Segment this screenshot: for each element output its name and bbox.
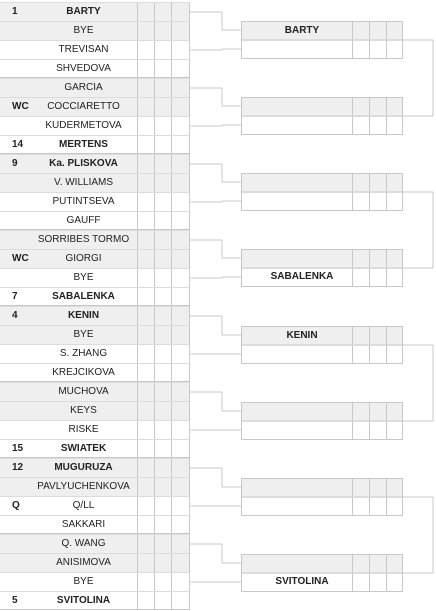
player-name: MERTENS	[59, 139, 108, 150]
player-name: BYE	[73, 329, 94, 340]
player-name: SWIATEK	[60, 443, 107, 454]
player-seed: Q	[12, 500, 20, 511]
second-round-player-name: SABALENKA	[270, 271, 334, 282]
player-name: SVITOLINA	[56, 595, 111, 606]
player-name: RISKE	[68, 424, 99, 435]
player-name: GAUFF	[66, 215, 101, 226]
player-name: ANISIMOVA	[56, 557, 111, 568]
player-name: PAVLYUCHENKOVA	[37, 481, 130, 492]
player-name: V. WILLIAMS	[53, 177, 114, 188]
player-name: BYE	[73, 25, 94, 36]
player-name: COCCIARETTO	[47, 101, 120, 112]
second-round-player-name: SVITOLINA	[275, 576, 329, 587]
player-name: KEYS	[70, 405, 97, 416]
player-name: BYE	[73, 576, 94, 587]
player-name: S. ZHANG	[59, 348, 108, 359]
player-seed: 12	[12, 462, 24, 473]
player-seed: 15	[12, 443, 24, 454]
player-name: KUDERMETOVA	[45, 120, 122, 131]
second-round-player-name: KENIN	[286, 330, 318, 341]
player-seed: 14	[12, 139, 24, 150]
second-round-player-name: BARTY	[284, 25, 320, 36]
player-name: KREJCIKOVA	[52, 367, 115, 378]
player-name: Q/LL	[72, 500, 95, 511]
player-name: PUTINTSEVA	[52, 196, 115, 207]
player-name: SORRIBES TORMO	[37, 234, 130, 245]
player-name: SAKKARI	[61, 519, 106, 530]
player-name: TREVISAN	[58, 44, 109, 55]
player-name: Q. WANG	[61, 538, 106, 549]
player-seed: WC	[12, 101, 29, 112]
player-name: BYE	[73, 272, 94, 283]
player-seed: WC	[12, 253, 29, 264]
player-name: GARCIA	[64, 82, 103, 93]
player-name: KENIN	[67, 310, 100, 321]
player-name: MUCHOVA	[58, 386, 109, 397]
player-name: BARTY	[66, 6, 101, 17]
player-seed: 1	[12, 6, 18, 17]
player-name: GIORGI	[65, 253, 102, 264]
player-name: Ka. PLISKOVA	[49, 158, 118, 169]
player-seed: 9	[12, 158, 18, 169]
player-seed: 4	[12, 310, 18, 321]
player-seed: 5	[12, 595, 18, 606]
player-name: SHVEDOVA	[56, 63, 111, 74]
player-name: MUGURUZA	[54, 462, 113, 473]
player-seed: 7	[12, 291, 18, 302]
player-name: SABALENKA	[52, 291, 115, 302]
